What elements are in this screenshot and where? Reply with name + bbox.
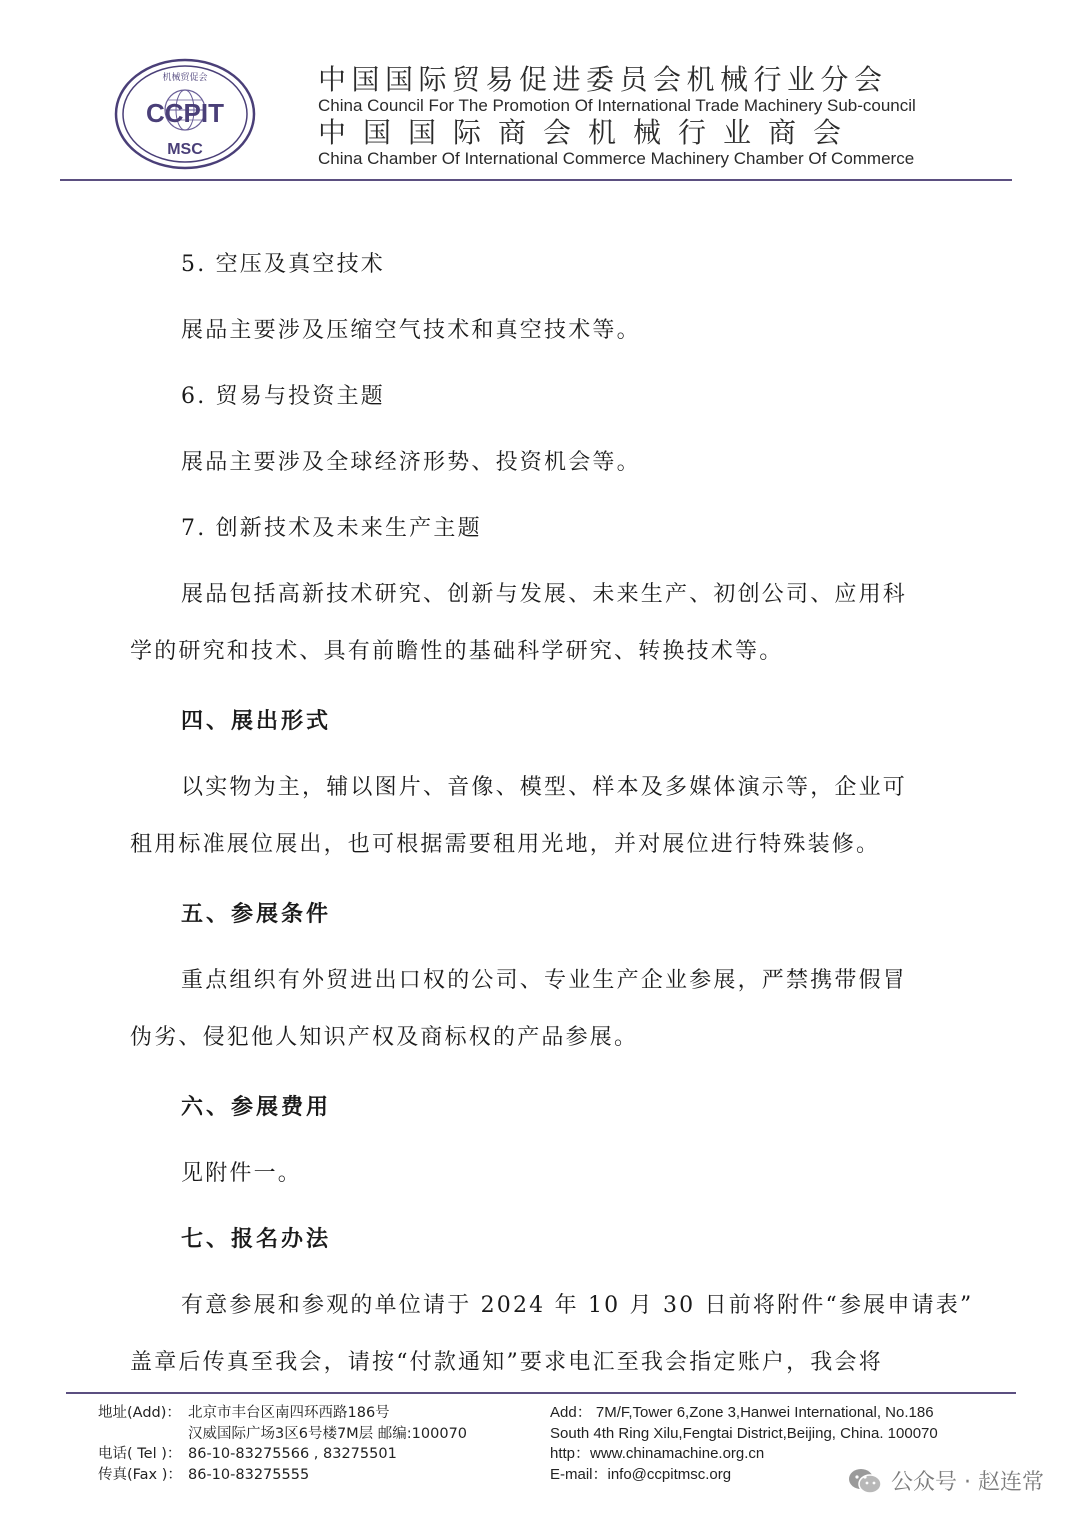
paragraph-line: 学的研究和技术、具有前瞻性的基础科学研究、转换技术等。	[130, 639, 784, 664]
paragraph: 展品主要涉及全球经济形势、投资机会等。	[181, 450, 641, 475]
paragraph: 展品主要涉及压缩空气技术和真空技术等。	[181, 318, 641, 343]
address-line-2: 汉威国际广场3区6号楼7M层 邮编:100070	[188, 1425, 468, 1442]
tel-label: 电话( Tel )：	[98, 1446, 182, 1462]
subheading-5: 5. 空压及真空技术	[181, 252, 385, 277]
section-heading-7: 七、报名办法	[181, 1227, 332, 1252]
paragraph-line: 展品包括高新技术研究、创新与发展、未来生产、初创公司、应用科	[181, 582, 908, 607]
wechat-icon	[847, 1467, 883, 1495]
logo-sub: MSC	[167, 141, 203, 158]
address-label: 地址(Add)：	[98, 1405, 181, 1421]
org-name-cn-2: 中国国际商会机械行业商会	[318, 116, 859, 149]
paragraph-line: 重点组织有外贸进出口权的公司、专业生产企业参展，严禁携带假冒	[181, 968, 908, 993]
address-line-1: 北京市丰台区南四环西路186号	[188, 1405, 390, 1421]
email[interactable]: E-mail：info@ccpitmsc.org	[550, 1465, 732, 1483]
en-address-line-2: South 4th Ring Xilu,Fengtai District,Beijing, China. 100070	[550, 1424, 938, 1442]
section-heading-6: 六、参展费用	[181, 1095, 332, 1120]
document-body	[130, 236, 974, 1404]
paragraph: 见附件一。	[181, 1161, 303, 1186]
subheading-6: 6. 贸易与投资主题	[181, 384, 385, 409]
section-heading-5: 五、参展条件	[181, 902, 332, 927]
paragraph-line: 租用标准展位展出，也可根据需要租用光地，并对展位进行特殊装修。	[130, 832, 881, 857]
organization-names	[318, 64, 958, 170]
org-name-en-2: China Chamber Of International Commerce Machinery Chamber Of Commerce	[318, 149, 915, 168]
ccpit-logo	[114, 58, 256, 170]
fax-label: 传真(Fax )：	[98, 1466, 182, 1483]
fax-value: 86-10-83275555	[188, 1466, 310, 1483]
paragraph-line: 伪劣、侵犯他人知识产权及商标权的产品参展。	[130, 1025, 639, 1050]
watermark-text: 公众号 · 赵连常	[891, 1470, 1044, 1495]
org-name-cn-1: 中国国际贸易促进委员会机械行业分会	[318, 63, 888, 96]
subheading-7: 7. 创新技术及未来生产主题	[181, 516, 482, 541]
en-address-line-1: Add： 7M/F,Tower 6,Zone 3,Hanwei International, No.186	[550, 1404, 934, 1421]
letterhead	[60, 56, 1012, 182]
tel-value: 86-10-83275566 , 83275501	[188, 1446, 397, 1462]
paragraph-line: 以实物为主，辅以图片、音像、模型、样本及多媒体演示等，企业可	[181, 775, 908, 800]
logo-ring-text: 机械贸促会	[162, 73, 208, 83]
paragraph-line: 有意参展和参观的单位请于 2024 年 10 月 30 日前将附件“参展申请表”	[181, 1293, 974, 1318]
org-name-en-1: China Council For The Promotion Of International Trade Machinery Sub-council	[318, 96, 916, 115]
footer-divider	[66, 1392, 1016, 1394]
section-heading-4: 四、展出形式	[181, 709, 332, 734]
website[interactable]: http：www.chinamachine.org.cn	[550, 1445, 765, 1462]
logo-text: CCPIT	[146, 98, 224, 128]
header-divider	[60, 179, 1012, 181]
paragraph-line: 盖章后传真至我会，请按“付款通知”要求电汇至我会指定账户，我会将	[130, 1350, 883, 1375]
footer-contact-cn	[98, 1403, 467, 1485]
watermark	[847, 1465, 1044, 1496]
